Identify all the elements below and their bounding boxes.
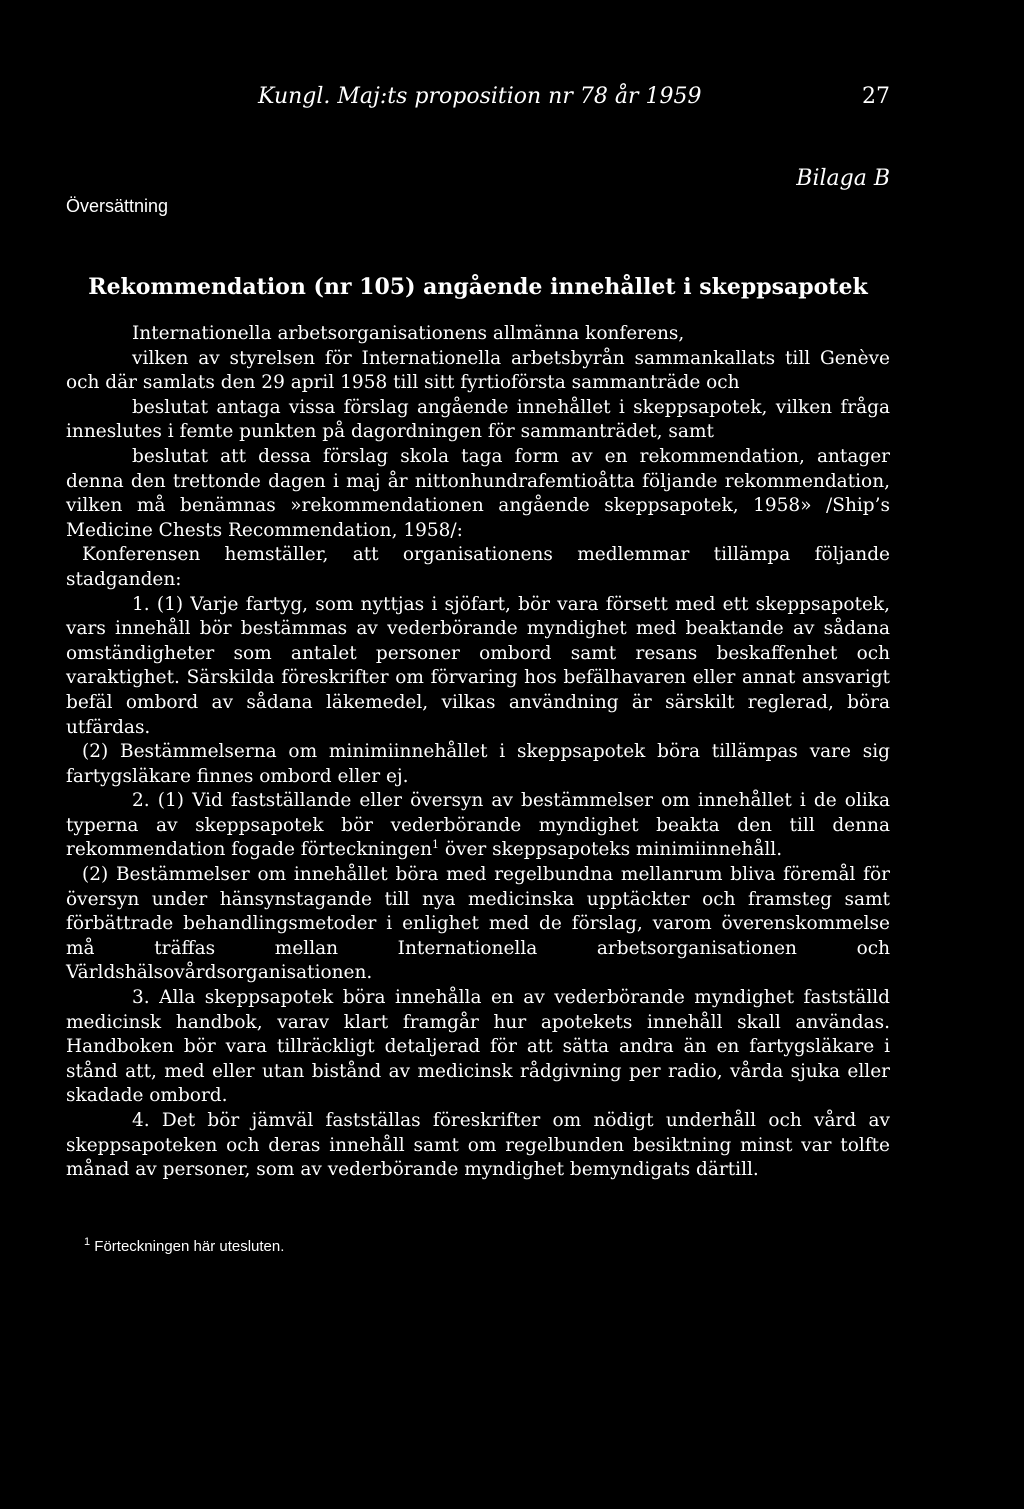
paragraph-decided-form: beslutat att dessa förslag skola taga form av en rekommendation, antager denna den trettonde dagen i maj år nittonhundrafemtioåtta följande rekommendation, vilken må benämnas »rekommendationen angående skeppsapotek, 1958» /Ship’s Medicine Chests Recommendation, 1958/: bbox=[66, 445, 890, 541]
paragraph-section-3: 3. Alla skeppsapotek böra innehålla en av vederbörande myndighet fastställd medicinsk handbok, varav klart framgår hur apotekets innehåll skall användas. Handboken bör vara tillräckligt detaljerad för att sätta andra än en fartygsläkare i stånd att, med eller utan bistånd av medicinsk rådgivning per radio, vårda sjuka eller skadade ombord. bbox=[66, 987, 890, 1107]
footnote-mark: 1 bbox=[84, 1236, 91, 1248]
paragraph-conference-requests: Konferensen hemställer, att organisationens medlemmar tillämpa följande stadganden: bbox=[66, 544, 890, 590]
page-number: 27 bbox=[862, 84, 890, 109]
footnote-text: Förteckningen här utesluten. bbox=[94, 1238, 285, 1255]
paragraph-section-1-1: 1. (1) Varje fartyg, som nyttjas i sjöfart, bör vara försett med ett skeppsapotek, vars innehåll bör bestämmas av vederbörande myndighet med beaktande av sådana omständigheter som antalet personer ombord samt resans beskaffenhet och varaktighet. Särskilda föreskrifter om förvaring hos befälhavaren eller annat ansvarigt befäl ombord av sådana läkemedel, vilkas användning är särskilt reglerad, böra utfärdas. bbox=[66, 593, 890, 738]
paragraph-convened: vilken av styrelsen för Internationella arbetsbyrån sammankallats till Genève och där samlats den 29 april 1958 till sitt fyrtioförsta sammanträde och bbox=[66, 347, 890, 394]
appendix-label: Bilaga B bbox=[796, 166, 890, 191]
paragraph-conference: Internationella arbetsorganisationens allmänna konferens, bbox=[132, 323, 685, 344]
translation-label: Översättning bbox=[66, 196, 169, 216]
paragraph-section-2-2: (2) Bestämmelser om innehållet böra med regelbundna mellanrum bliva föremål för översyn under hänsynstagande till nya medicinska upptäckter och framsteg samt förbättrade behandlingsmetoder i enlighet med de förslag, varom överenskommelse må träffas mellan Internationella arbetsorganisationen och Världshälsovårdsorganisationen. bbox=[66, 864, 890, 984]
paragraph-section-2-1-tail: över skeppsapoteks minimiinnehåll. bbox=[439, 839, 783, 861]
paragraph-section-4: 4. Det bör jämväl fastställas föreskrifter om nödigt underhåll och vård av skeppsapoteken och deras innehåll samt om regelbunden besiktning minst var tolfte månad av personer, som av vederbörande myndighet bemyndigats därtill. bbox=[66, 1110, 890, 1181]
document-title: Rekommendation (nr 105) angående innehållet i skeppsapotek bbox=[88, 274, 868, 300]
paragraph-section-2-1 bbox=[66, 789, 890, 863]
footnote bbox=[84, 1238, 284, 1255]
running-title: Kungl. Maj:ts proposition nr 78 år 1959 bbox=[258, 84, 702, 109]
body-text bbox=[66, 322, 890, 1183]
footnote-reference: 1 bbox=[432, 838, 440, 852]
paragraph-decided-adopt: beslutat antaga vissa förslag angående innehållet i skeppsapotek, vilken fråga inneslutes i femte punkten på dagordningen för sammanträdet, samt bbox=[66, 396, 890, 443]
paragraph-section-1-2: (2) Bestämmelserna om minimiinnehållet i skeppsapotek böra tillämpas vare sig fartygsläkare finnes ombord eller ej. bbox=[66, 741, 890, 787]
paragraph-section-2-1-text: 2. (1) Vid fastställande eller översyn av bestämmelser om innehållet i de olika typerna av skeppsapotek bör vederbörande myndighet beakta den till denna rekommendation fogade förteckningen bbox=[66, 790, 890, 861]
running-header bbox=[258, 84, 890, 109]
